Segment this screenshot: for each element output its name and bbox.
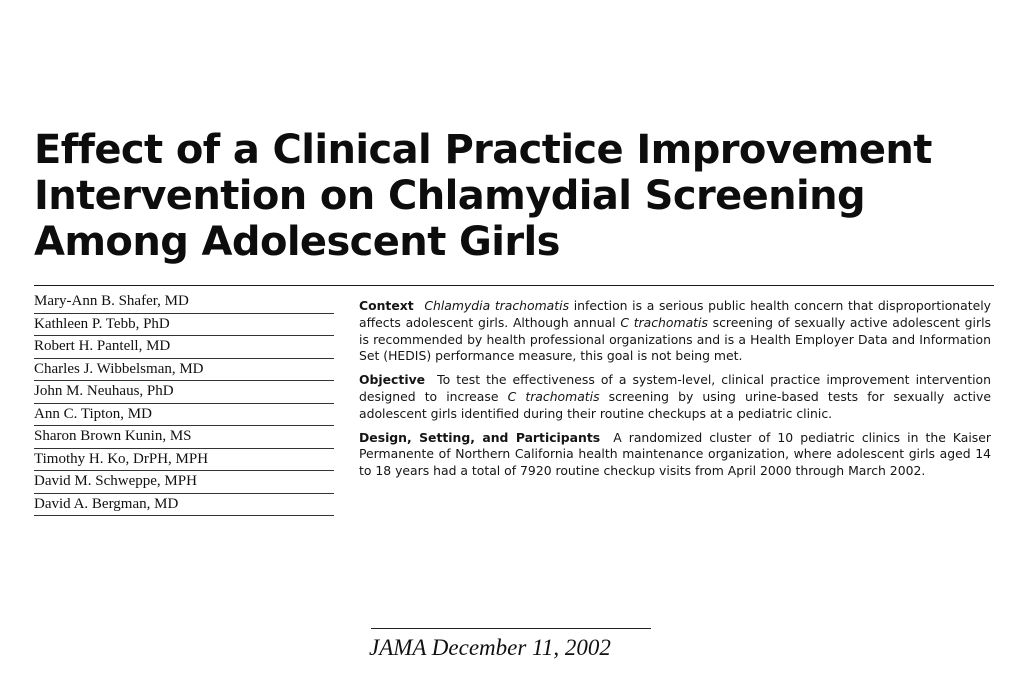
objective-text-b: screening by using urine-based tests for sexually active adolescent girls identified during their routine checkups at a pediatric clinic. [359,388,991,421]
objective-text-a: To test the effectiveness of a system-level, clinical practice improvement intervention designed to increase [359,372,991,404]
abstract-design [359,430,991,480]
title-line-3: Among Adolescent Girls [34,219,560,265]
title-divider [34,285,994,286]
journal-citation: JAMA December 11, 2002 [369,635,611,660]
design-text: A randomized cluster of 10 pediatric clinics in the Kaiser Permanente of Northern California health maintenance organization, where adolescent girls aged 14 to 18 years had a total of 7920 routine checkup visits from April 2000 through March 2002. [359,429,991,479]
design-label: Design, Setting, and Participants [359,429,601,445]
author-name: Timothy H. Ko, DrPH, MPH [34,449,334,472]
author-name: Robert H. Pantell, MD [34,336,334,359]
author-name: David A. Bergman, MD [34,494,334,517]
author-name: Charles J. Wibbelsman, MD [34,359,334,382]
abstract-objective [359,372,991,422]
abstract-context [359,298,991,365]
author-name: Mary-Ann B. Shafer, MD [34,291,334,314]
abstract [359,298,991,487]
objective-term: C trachomatis [507,388,600,404]
context-label: Context [359,298,414,313]
author-name: David M. Schweppe, MPH [34,471,334,494]
context-text-a: infection is a serious public health concern that disproportionately affects adolescent girls. Although annual [359,298,991,330]
author-list [34,291,334,516]
author-name: Sharon Brown Kunin, MS [34,426,334,449]
context-term-2: C trachomatis [620,314,708,330]
footer-divider [371,628,651,629]
title-line-1: Effect of a Clinical Practice Improvement [34,127,932,173]
objective-label: Objective [359,372,426,388]
context-text-b: screening of sexually active adolescent girls is recommended by health professional organizations and is a Health Employer Data and Information Set (HEDIS) performance measure, this goal is not being met. [359,314,991,364]
author-name: Kathleen P. Tebb, PhD [34,314,334,337]
article-title [34,127,994,265]
title-line-2: Intervention on Chlamydial Screening [34,173,866,219]
author-name: Ann C. Tipton, MD [34,404,334,427]
author-name: John M. Neuhaus, PhD [34,381,334,404]
context-term: Chlamydia trachomatis [424,298,570,313]
